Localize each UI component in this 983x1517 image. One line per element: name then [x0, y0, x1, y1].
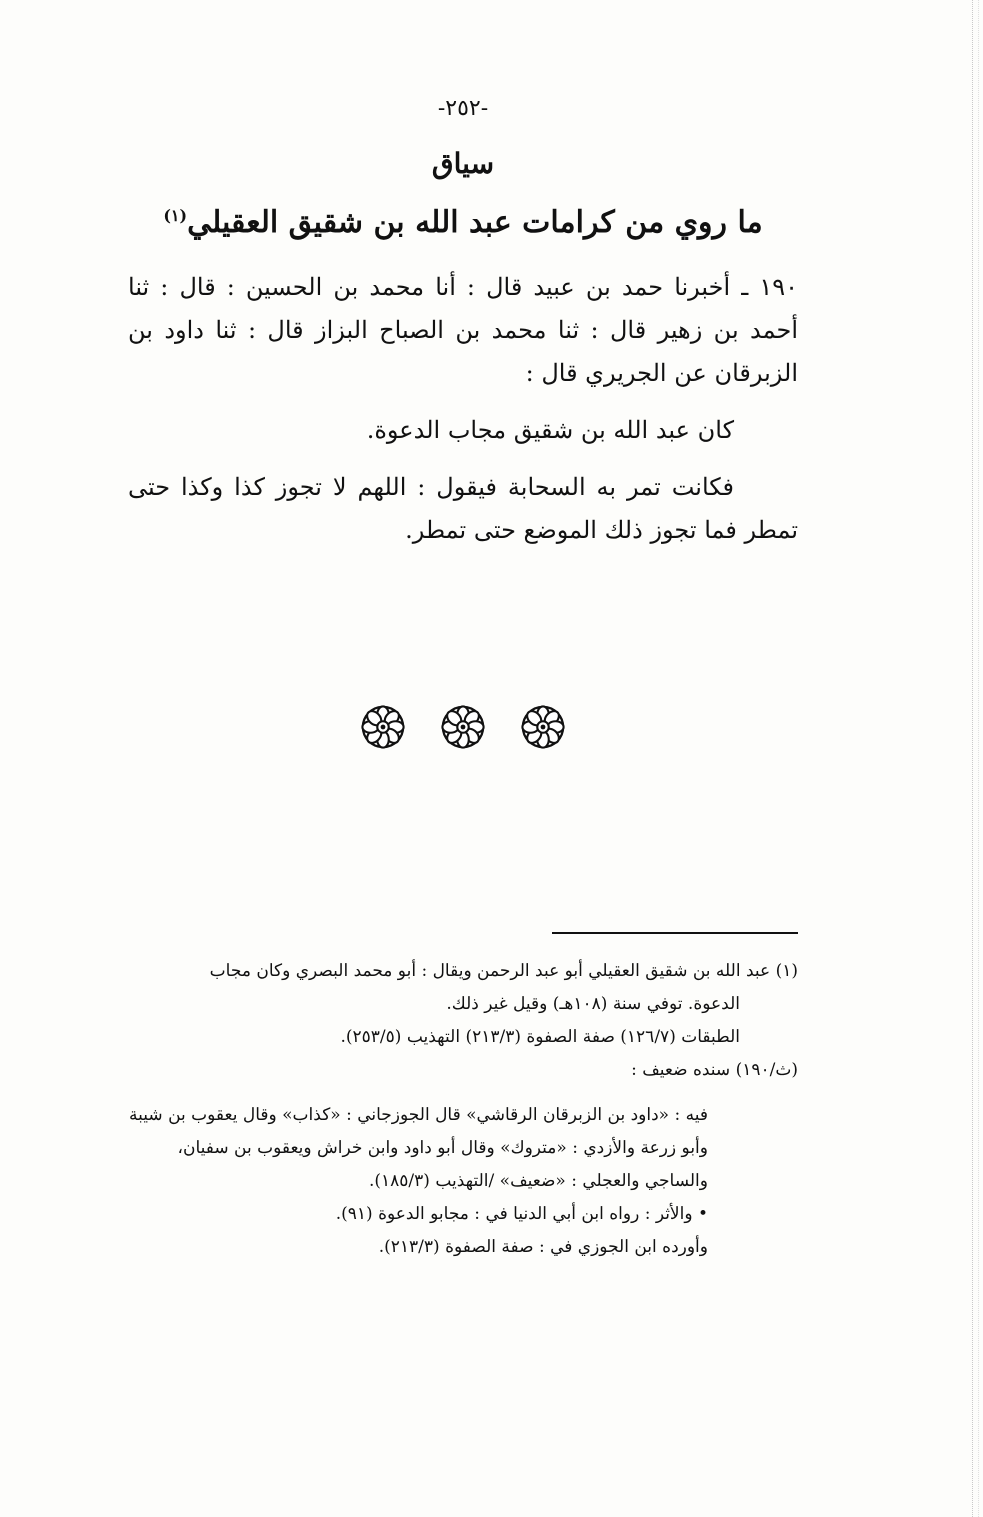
main-text	[128, 266, 798, 552]
footnote-gap	[128, 1087, 798, 1099]
page-number: -٢٥٢-	[437, 96, 489, 121]
footnote-1-line: الدعوة. توفي سنة (١٠٨هـ) وقيل غير ذلك.	[446, 994, 740, 1014]
chapter-title-text: ما روي من كرامات عبد الله بن شقيق العقيلي	[187, 205, 763, 240]
footnotes	[128, 955, 798, 1264]
section-heading: سياق	[431, 147, 495, 180]
footnote-1-sources: الطبقات (١٢٦/٧) صفة الصفوة (٢١٣/٣) التهذيب (٢٥٣/٥).	[340, 1027, 740, 1047]
page-edge-line	[972, 0, 973, 1517]
narration-chain: ١٩٠ ـ أخبرنا حمد بن عبيد قال : أنا محمد بن الحسين : قال : ثنا أحمد بن زهير قال : ثنا محمد بن الصباح البزاز قال : ثنا داود بن الزبرقان عن الجريري قال :	[128, 273, 798, 387]
footnote-separator	[552, 932, 798, 934]
footnote-2-heading: (ث/١٩٠) سنده ضعيف :	[631, 1060, 798, 1080]
flower-ornament-icon	[360, 704, 406, 750]
footnote-1-line: (١) عبد الله بن شقيق العقيلي أبو عبد الرحمن ويقال : أبو محمد البصري وكان مجاب	[209, 961, 798, 981]
footnote-2-body: • والأثر : رواه ابن أبي الدنيا في : مجابو الدعوة (٩١).	[335, 1204, 708, 1224]
narration-paragraph: كان عبد الله بن شقيق مجاب الدعوة.	[366, 416, 734, 444]
footnote-2-body: وأورده ابن الجوزي في : صفة الصفوة (٢١٣/٣).	[378, 1237, 708, 1257]
flower-ornament-icon	[520, 704, 566, 750]
flower-ornament-icon	[440, 704, 486, 750]
footnote-2-body: فيه : «داود بن الزبرقان الرقاشي» قال الجوزجاني : «كذاب» وقال يعقوب بن شيبة وأبو زرعة والأزدي : «متروك» وقال أبو داود وابن خراش ويعقوب بن سفيان، والساجي والعجلي : «ضعيف» /التهذيب (١٨٥/٣).	[129, 1105, 708, 1191]
narration-paragraph: فكانت تمر به السحابة فيقول : اللهم لا تجوز كذا وكذا حتى تمطر فما تجوز ذلك الموضع حتى تمطر.	[128, 473, 798, 544]
chapter-title	[128, 205, 798, 240]
section-end-ornaments	[128, 704, 798, 750]
page-edge-line	[978, 0, 979, 1517]
footnote-reference: (١)	[163, 206, 188, 225]
